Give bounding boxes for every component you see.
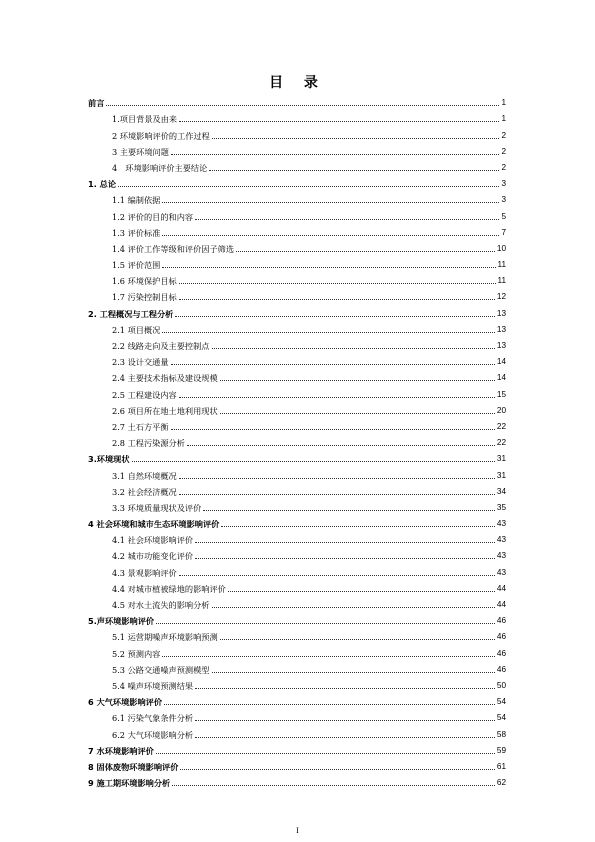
toc-entry[interactable] <box>88 432 506 448</box>
toc-leader-dots <box>164 703 495 705</box>
toc-entry-label: 2.6 项目所在地土地利用现状 <box>112 405 218 416</box>
toc-leader-dots <box>132 460 495 462</box>
toc-entry-page: 13 <box>496 341 506 350</box>
toc-entry-page: 54 <box>496 697 506 707</box>
toc-leader-dots <box>171 428 495 430</box>
toc-leader-dots <box>179 396 495 398</box>
toc-entry-label: 5.4 噪声环境预测结果 <box>112 680 194 691</box>
toc-entry-page: 31 <box>496 470 506 480</box>
toc-entry[interactable] <box>88 238 506 254</box>
toc-entry-page: 31 <box>496 454 506 464</box>
toc-entry-label: 1.7 污染控制目标 <box>112 292 177 303</box>
toc-entry[interactable] <box>88 270 506 286</box>
toc-entry-page: 2 <box>501 130 506 140</box>
toc-leader-dots <box>179 574 495 576</box>
toc-leader-dots <box>106 104 499 106</box>
toc-entry-label: 5.1 运营期噪声环境影响预测 <box>112 632 218 643</box>
toc-entry-label: 4 环境影响评价主要结论 <box>112 162 208 173</box>
toc-entry-page: 59 <box>496 745 506 755</box>
toc-entry-page: 20 <box>496 405 506 415</box>
toc-leader-dots <box>203 509 495 511</box>
toc-entry-label: 2.4 主要技术指标及建设规模 <box>112 373 218 384</box>
toc-entry-page: 13 <box>496 324 506 334</box>
toc-entry[interactable] <box>88 610 506 626</box>
toc-entry[interactable] <box>88 594 506 610</box>
toc-entry[interactable] <box>88 319 506 335</box>
page-number: I <box>296 826 299 835</box>
toc-leader-dots <box>179 298 495 300</box>
toc-entry-label: 3 主要环境问题 <box>112 146 169 157</box>
toc-entry[interactable] <box>88 222 506 238</box>
toc-entry-page: 1 <box>501 114 506 124</box>
toc-entry[interactable] <box>88 481 506 497</box>
toc-entry-label: 2.2 线路走向及主要控制点 <box>112 341 210 351</box>
toc-entry-label: 7 水环境影响评价 <box>88 745 154 756</box>
toc-leader-dots <box>171 153 500 155</box>
toc-entry-page: 11 <box>497 260 506 270</box>
toc-entry[interactable] <box>88 400 506 416</box>
toc-entry-page: 13 <box>496 308 506 318</box>
toc-entry-page: 62 <box>496 778 506 788</box>
toc-leader-dots <box>220 412 495 414</box>
toc-entry[interactable] <box>88 545 506 561</box>
toc-leader-dots <box>156 752 495 754</box>
toc-entry[interactable] <box>88 416 506 432</box>
toc-entry[interactable] <box>88 141 506 157</box>
toc-entry-page: 3 <box>501 179 506 189</box>
toc-entry-label: 6.1 污染气象条件分析 <box>112 713 194 724</box>
toc-leader-dots <box>180 768 494 770</box>
toc-entry-label: 2.7 土石方平衡 <box>112 421 169 432</box>
toc-entry[interactable] <box>88 367 506 383</box>
toc-entry-label: 2.5 工程建设内容 <box>112 389 177 400</box>
toc-entry-label: 5.3 公路交通噪声预测模型 <box>112 664 210 675</box>
toc-entry[interactable] <box>88 772 506 788</box>
toc-entry[interactable] <box>88 740 506 756</box>
toc-leader-dots <box>172 784 495 786</box>
toc-leader-dots <box>209 169 499 171</box>
toc-entry-page: 1 <box>501 98 506 108</box>
toc-entry[interactable] <box>88 205 506 221</box>
page-title: 目 录 <box>269 75 326 91</box>
toc-entry-page: 43 <box>496 567 506 577</box>
toc-entry-page: 35 <box>496 502 506 512</box>
toc-entry-label: 2 环境影响评价的工作过程 <box>112 130 210 141</box>
toc-entry-label: 3.1 自然环境概况 <box>112 470 177 481</box>
toc-entry-label: 5.2 预测内容 <box>112 648 161 659</box>
toc-entry[interactable] <box>88 383 506 399</box>
toc-entry-page: 2 <box>501 146 506 156</box>
toc-entry[interactable] <box>88 529 506 545</box>
toc-entry-label: 2.3 设计交通量 <box>112 357 169 368</box>
toc-entry-page: 43 <box>496 535 506 545</box>
toc-entry-page: 15 <box>496 389 506 399</box>
toc-leader-dots <box>156 622 495 624</box>
toc-leader-dots <box>162 655 495 657</box>
toc-leader-dots <box>220 379 495 381</box>
toc-entry-label: 8 固体废物环境影响评价 <box>88 761 179 772</box>
toc-entry-page: 54 <box>496 713 506 723</box>
toc-leader-dots <box>221 525 495 527</box>
toc-entry-page: 7 <box>501 227 506 237</box>
toc-leader-dots <box>179 493 495 495</box>
toc-entry-label: 4.3 景观影响评价 <box>112 567 177 578</box>
toc-entry-page: 43 <box>496 551 506 561</box>
toc-entry-label: 前言 <box>88 98 105 109</box>
toc-leader-dots <box>236 250 495 252</box>
toc-entry-label: 6 大气环境影响评价 <box>88 697 163 708</box>
toc-leader-dots <box>212 347 495 349</box>
toc-entry-page: 3 <box>501 195 506 205</box>
toc-leader-dots <box>179 120 499 122</box>
toc-entry[interactable] <box>88 691 506 707</box>
toc-entry-page: 43 <box>496 519 506 529</box>
toc-leader-dots <box>187 444 495 446</box>
toc-leader-dots <box>195 218 499 220</box>
toc-entry-page: 22 <box>496 421 506 431</box>
toc-entry-label: 1.6 环境保护目标 <box>112 276 177 287</box>
toc-entry[interactable] <box>88 286 506 302</box>
toc-leader-dots <box>162 266 495 268</box>
toc-leader-dots <box>212 137 500 139</box>
toc-entry[interactable] <box>88 108 506 124</box>
toc-leader-dots <box>162 234 499 236</box>
toc-entry[interactable] <box>88 351 506 367</box>
toc-leader-dots <box>162 331 495 333</box>
toc-entry[interactable] <box>88 642 506 658</box>
toc-leader-dots <box>220 638 495 640</box>
toc-entry[interactable] <box>88 157 506 173</box>
toc-leader-dots <box>212 671 495 673</box>
toc-entry-page: 46 <box>496 648 506 658</box>
toc-entry-page: 46 <box>496 664 506 674</box>
toc-entry-label: 4 社会环境和城市生态环境影响评价 <box>88 519 220 530</box>
toc-leader-dots <box>118 185 499 187</box>
toc-entry-label: 5.声环境影响评价 <box>88 616 155 627</box>
toc-entry-page: 14 <box>496 373 506 383</box>
toc-entry-page: 61 <box>496 761 506 771</box>
toc-leader-dots <box>195 736 495 738</box>
toc-entry-label: 1. 总论 <box>88 179 117 190</box>
toc-entry-label: 4.1 社会环境影响评价 <box>112 535 194 546</box>
toc-leader-dots <box>162 201 499 203</box>
toc-entry[interactable] <box>88 302 506 318</box>
toc-leader-dots <box>195 719 495 721</box>
toc-leader-dots <box>171 363 495 365</box>
toc-entry-page: 22 <box>496 438 506 448</box>
toc-entry-label: 1.5 评价范围 <box>112 260 161 271</box>
toc-entry[interactable] <box>88 254 506 270</box>
toc-leader-dots <box>195 687 495 689</box>
toc-entry-label: 6.2 大气环境影响分析 <box>112 729 194 740</box>
toc-entry[interactable] <box>88 335 506 351</box>
toc-entry-label: 1.3 评价标准 <box>112 227 161 238</box>
toc-entry-label: 9 施工期环境影响分析 <box>88 778 171 789</box>
toc-entry[interactable] <box>88 626 506 642</box>
toc-entry-label: 3.3 环境质量现状及评价 <box>112 502 202 513</box>
toc-entry[interactable] <box>88 464 506 480</box>
toc-entry-page: 46 <box>496 632 506 642</box>
toc-entry-page: 14 <box>496 357 506 367</box>
toc-entry-page: 12 <box>496 292 506 302</box>
toc-entry-label: 2.8 工程污染源分析 <box>112 438 185 449</box>
toc-entry[interactable] <box>88 124 506 140</box>
toc-entry-page: 10 <box>496 243 506 253</box>
toc-entry-label: 1.4 评价工作等级和评价因子筛选 <box>112 243 235 254</box>
toc-entry-page: 50 <box>496 680 506 690</box>
toc-entry[interactable] <box>88 578 506 594</box>
toc-entry-label: 4.5 对水土流失的影响分析 <box>112 600 210 610</box>
toc-entry-label: 2.1 项目概况 <box>112 324 161 335</box>
toc-entry-page: 58 <box>496 729 506 739</box>
toc-entry[interactable] <box>88 723 506 739</box>
toc-entry-label: 3.环境现状 <box>88 454 130 465</box>
toc-leader-dots <box>228 590 495 592</box>
toc-entry-page: 5 <box>501 211 506 221</box>
toc-entry[interactable] <box>88 92 506 108</box>
toc-entry-label: 1.2 评价的目的和内容 <box>112 211 194 222</box>
toc-entry-page: 44 <box>496 583 506 593</box>
toc-entry[interactable] <box>88 448 506 464</box>
toc-leader-dots <box>179 282 496 284</box>
toc-entry-label: 1.项目背景及由来 <box>112 114 178 125</box>
toc-entry-label: 1.1 编制依据 <box>112 195 161 206</box>
toc-entry-page: 2 <box>501 162 506 172</box>
toc-entry[interactable] <box>88 659 506 675</box>
toc-entry[interactable] <box>88 561 506 577</box>
toc-entry-label: 3.2 社会经济概况 <box>112 486 177 497</box>
toc-entry[interactable] <box>88 707 506 723</box>
toc-leader-dots <box>195 557 495 559</box>
toc-entry-page: 44 <box>496 600 506 609</box>
toc-entry-label: 2. 工程概况与工程分析 <box>88 308 174 319</box>
toc-leader-dots <box>212 606 495 608</box>
toc-entry[interactable] <box>88 756 506 772</box>
toc-entry[interactable] <box>88 675 506 691</box>
toc-leader-dots <box>179 477 495 479</box>
toc-entry-page: 11 <box>497 276 506 286</box>
toc-entry[interactable] <box>88 189 506 205</box>
toc-entry[interactable] <box>88 497 506 513</box>
toc-entry-label: 4.2 城市功能变化评价 <box>112 551 194 562</box>
toc-entry-page: 46 <box>496 616 506 626</box>
toc-entry[interactable] <box>88 173 506 189</box>
toc-entry[interactable] <box>88 513 506 529</box>
table-of-contents <box>88 92 506 788</box>
toc-entry-page: 34 <box>496 486 506 496</box>
toc-entry-label: 4.4 对城市植被绿地的影响评价 <box>112 583 226 594</box>
toc-leader-dots <box>175 315 495 317</box>
toc-leader-dots <box>195 541 495 543</box>
